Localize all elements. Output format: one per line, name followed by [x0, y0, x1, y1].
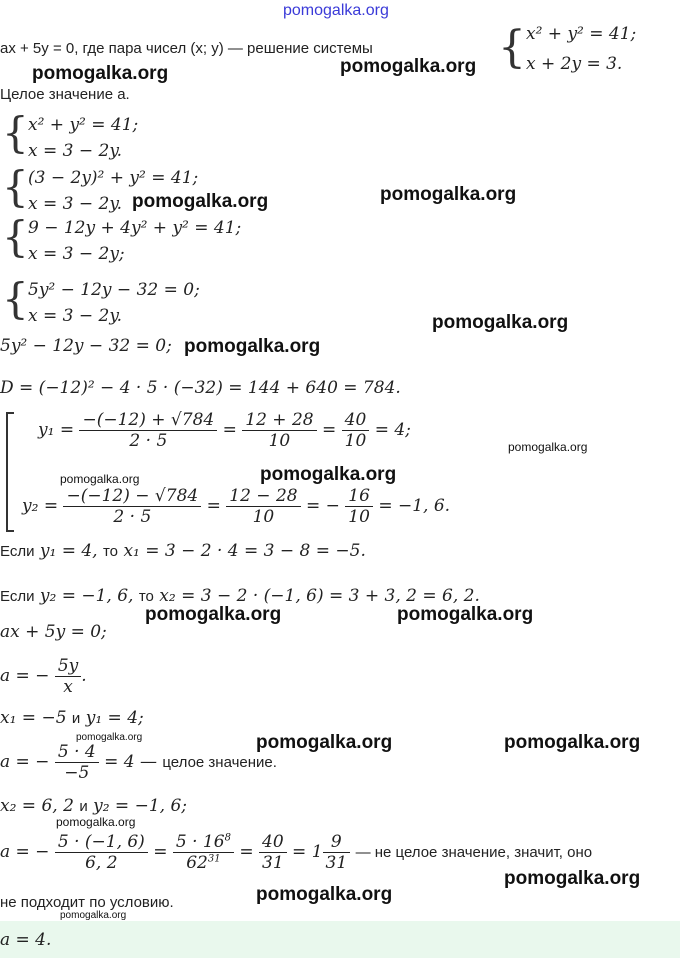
y1-frac-3: $\frac{40}{10}$ — [342, 410, 370, 451]
a2-frac-3: $\frac{40}{31}$ — [259, 832, 287, 873]
watermark: pomogalka.org — [432, 312, 569, 333]
y2-frac-1: $\frac{-(-12) - √784}{2 \cdot 5}$ — [63, 486, 201, 527]
y1-lhs: y₁ = — [38, 420, 75, 440]
case-2: Если y₂ = −1, 6, то x₂ = 3 − 2 · (−1, 6) = 3 + 3, 2 = 6, 2. — [0, 586, 480, 606]
y1-frac-1: $\frac{-(-12) + √784}{2 \cdot 5}$ — [79, 410, 217, 451]
a-frac: $\frac{5y}{x}$ — [55, 656, 81, 697]
watermark: pomogalka.org — [132, 191, 269, 212]
step4-eq-a: 5y² − 12y − 32 = 0; — [28, 280, 200, 300]
step1-eq-b: x = 3 − 2y. — [28, 141, 123, 161]
quadratic-eq: 5y² − 12y − 32 = 0; — [0, 336, 172, 356]
step2-eq-a: (3 − 2y)² + y² = 41; — [28, 168, 199, 188]
system-brace: { — [498, 22, 526, 73]
a2-note-2: не подходит по условию. — [0, 894, 174, 911]
system-eq-2: x + 2y = 3. — [526, 54, 623, 74]
step3-eq-a: 9 − 12y + 4y² + y² = 41; — [28, 218, 242, 238]
a2-frac-4: $\frac{9}{31}$ — [323, 832, 351, 873]
watermark: pomogalka.org — [397, 604, 534, 625]
watermark: pomogalka.org — [184, 336, 321, 357]
a1-calc: a = − $\frac{5 \cdot 4}{-5}$ = 4 — целое значение. — [0, 742, 277, 783]
root-y2: y₂ = $\frac{-(-12) - √784}{2 \cdot 5}$ = $\frac{12 - 28}{10}$ = − $\frac{16}{10}$ = −1, 6. — [22, 486, 451, 527]
step4-eq-b: x = 3 − 2y. — [28, 306, 123, 326]
discriminant: D = (−12)² − 4 · 5 · (−32) = 144 + 640 = 784. — [0, 378, 401, 398]
watermark: pomogalka.org — [260, 464, 397, 485]
y2-lhs: y₂ = — [22, 496, 59, 516]
watermark: pomogalka.org — [145, 604, 282, 625]
brace: { — [2, 108, 29, 157]
a2-calc: a = − $\frac{5 \cdot (-1, 6)}{6, 2}$ = $\frac{5 \cdot 16^8}{62^{31}}$ = $\frac{40}{31}$ = 1 $\frac{9}{31}$ — не целое значение, значит, оно — [0, 832, 593, 873]
brace: { — [2, 212, 29, 261]
equation-2: ax + 5y = 0; — [0, 622, 107, 642]
roots-bracket — [6, 412, 14, 532]
a-formula: a = − $\frac{5y}{x}$ . — [0, 656, 87, 697]
watermark-top: pomogalka.org — [283, 2, 389, 19]
a2-frac-1: $\frac{5 \cdot (-1, 6)}{6, 2}$ — [55, 832, 148, 873]
y1-result: = 4; — [374, 420, 411, 440]
watermark: pomogalka.org — [380, 184, 517, 205]
y2-result: = −1, 6. — [378, 496, 451, 516]
intro-text: ax + 5y = 0, где пара чисел (x; y) — решение системы — [0, 40, 373, 57]
y2-frac-3: $\frac{16}{10}$ — [345, 486, 373, 527]
case-1: Если y₁ = 4, то x₁ = 3 − 2 · 4 = 3 − 8 = −5. — [0, 541, 366, 561]
answer-band — [0, 921, 680, 958]
answer: a = 4. — [0, 930, 52, 950]
a1-frac: $\frac{5 \cdot 4}{-5}$ — [55, 742, 99, 783]
root-y1: y₁ = $\frac{-(-12) + √784}{2 \cdot 5}$ = $\frac{12 + 28}{10}$ = $\frac{40}{10}$ = 4; — [38, 410, 411, 451]
watermark: pomogalka.org — [76, 732, 143, 743]
watermark: pomogalka.org — [256, 884, 393, 905]
intro-line — [0, 38, 373, 57]
watermark: pomogalka.org — [504, 868, 641, 889]
watermark: pomogalka.org — [60, 472, 140, 486]
watermark: pomogalka.org — [508, 440, 588, 454]
pair-1: x₁ = −5 и y₁ = 4; — [0, 708, 144, 728]
watermark: pomogalka.org — [56, 815, 136, 829]
intro-line-2: Целое значение a. — [0, 86, 130, 103]
watermark: pomogalka.org — [504, 732, 641, 753]
brace: { — [2, 162, 29, 211]
system-eq-1: x² + y² = 41; — [526, 24, 637, 44]
watermark: pomogalka.org — [340, 56, 477, 77]
y2-frac-2: $\frac{12 - 28}{10}$ — [226, 486, 300, 527]
pair-2: x₂ = 6, 2 и y₂ = −1, 6; — [0, 796, 187, 816]
step2-eq-b: x = 3 − 2y. — [28, 194, 123, 214]
y1-frac-2: $\frac{12 + 28}{10}$ — [242, 410, 316, 451]
step1-eq-a: x² + y² = 41; — [28, 115, 139, 135]
watermark: pomogalka.org — [32, 63, 169, 84]
watermark: pomogalka.org — [256, 732, 393, 753]
brace: { — [2, 274, 29, 323]
a2-frac-2: $\frac{5 \cdot 16^8}{62^{31}}$ — [173, 832, 234, 873]
watermark: pomogalka.org — [60, 910, 127, 921]
step3-eq-b: x = 3 − 2y; — [28, 244, 125, 264]
